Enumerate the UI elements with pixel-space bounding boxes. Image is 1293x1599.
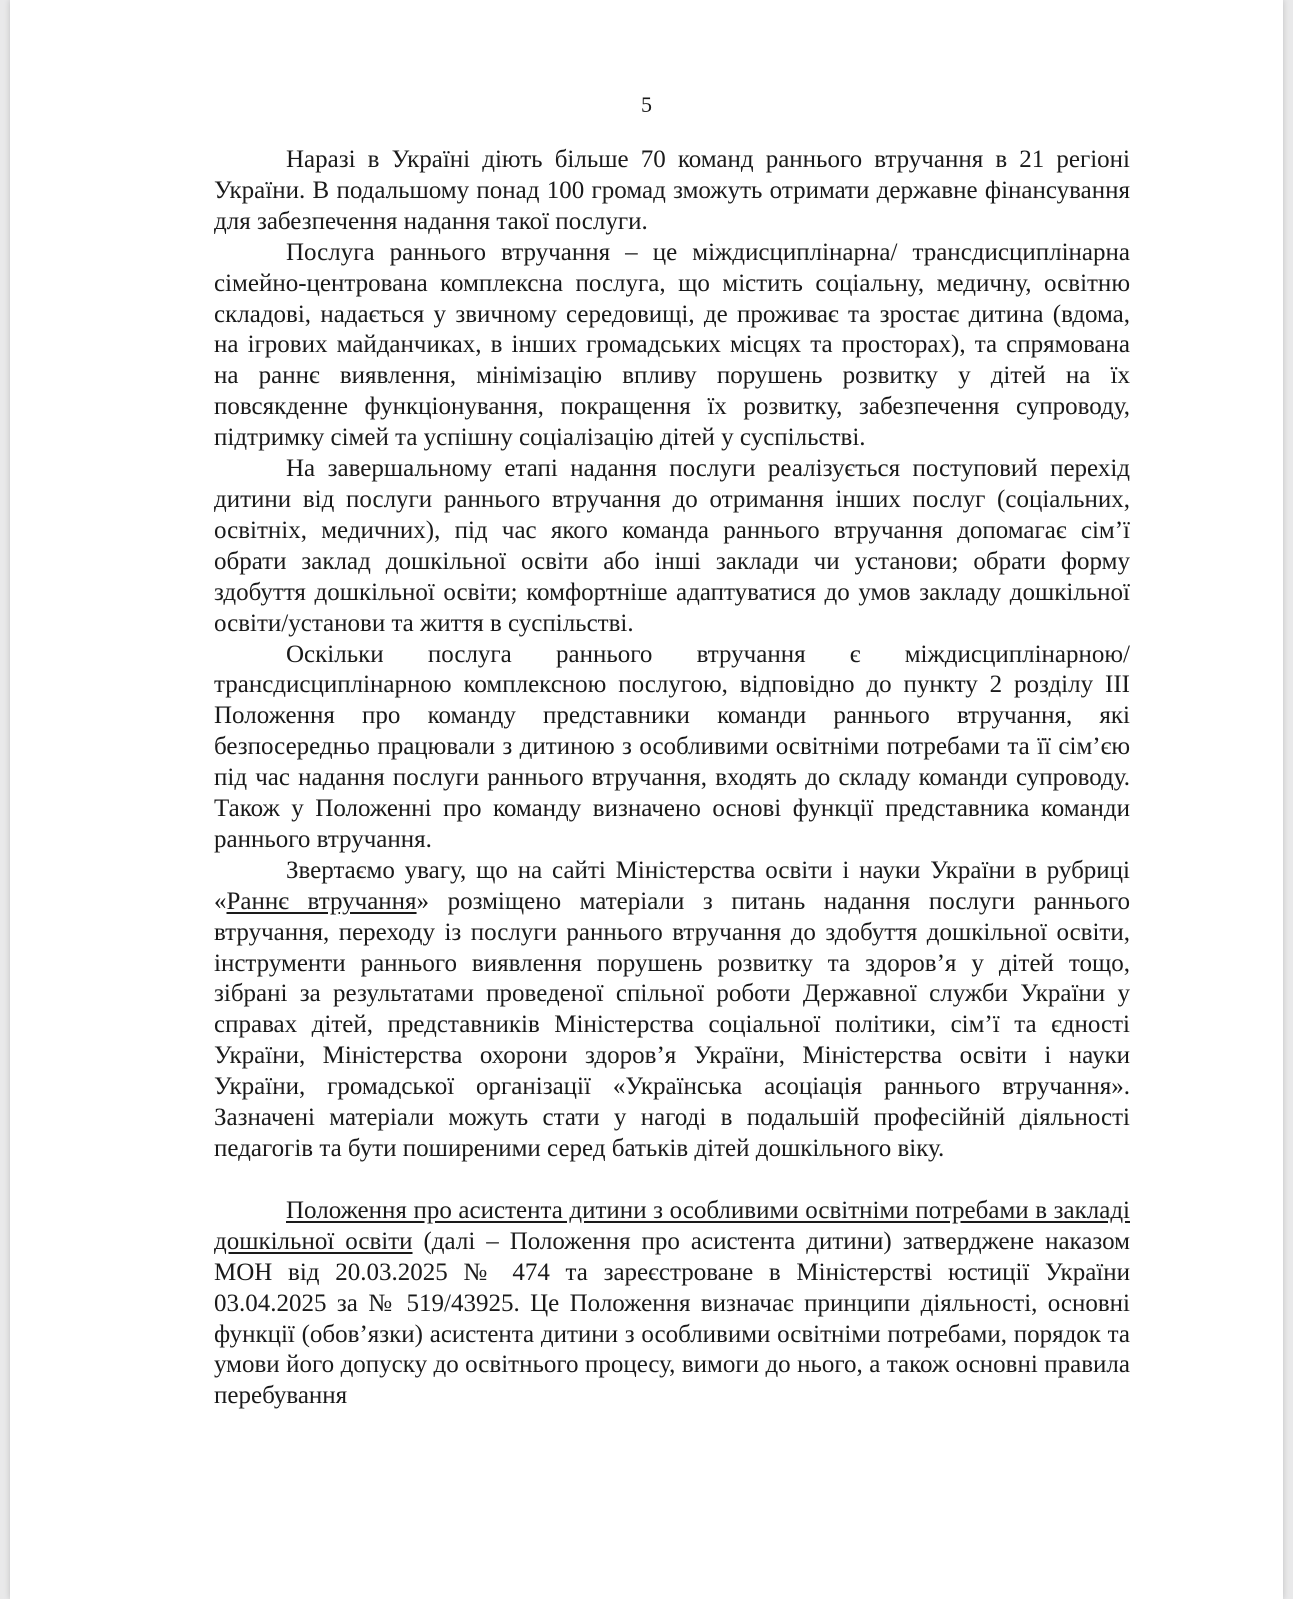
paragraph-service-definition: Послуга раннього втручання – це міждисциплінарна/ трансдисциплінарна сімейно-центрована комплексна послуга, що містить соціальну, медичну, освітню складові, надається у звичному середовищі, де проживає та зростає дитина (вдома, на ігрових майданчиках, в інших громадських місцях та просторах), та спрямована на раннє виявлення, мінімізацію впливу порушень розвитку у дітей на їх повсякденне функціонування, покращення їх розвитку, забезпечення супроводу, підтримку сімей та успішну соціалізацію дітей у суспільстві. — [214, 238, 1130, 452]
paragraph-support-team: Оскільки послуга раннього втручання є міждисциплінарною/ трансдисциплінарною комплексною послугою, відповідно до пункту 2 розділу ІІІ Положення про команду представники команди раннього втручання, які безпосередньо працювали з дитиною з особливими освітніми потребами та її сім’єю під час надання послуги раннього втручання, входять до складу команди супроводу. Також у Положенні про команду визначено основі функції представника команди раннього втручання. — [214, 640, 1130, 853]
early-intervention-link[interactable]: Раннє втручання — [226, 887, 417, 915]
regulation-title: Положення про асистента дитини з особливими освітніми потребами в закладі дошкільної освіти — [214, 1196, 1130, 1255]
paragraph-text: Звертаємо увагу, що на сайті Міністерства освіти і науки України в рубриці « — [214, 856, 1130, 915]
paragraph-ministry-materials — [214, 856, 1130, 1165]
paragraph-assistant-regulation — [214, 1196, 1130, 1412]
paragraph-text: (далі – Положення про асистента дитини) затверджене наказом МОН від 20.03.2025 № 474 та зареєстроване в Міністерстві юстиції України 03.04.2025 за № 519/43925. Це Положення визначає принципи діяльності, основні функції (обов’язки) асистента дитини з особливими освітніми потребами, порядок та умови його допуску до освітнього процесу, вимоги до нього, а також основні правила перебування — [214, 1227, 1130, 1410]
paragraph-intervention-teams: Наразі в Україні діють більше 70 команд раннього втручання в 21 регіоні України. В подальшому понад 100 громад зможуть отримати державне фінансування для забезпечення надання такої послуги. — [214, 146, 1130, 235]
document-body — [214, 145, 1130, 1412]
document-page — [10, 0, 1283, 1599]
page-number: 5 — [641, 92, 652, 117]
paragraph-text: » розміщено матеріали з питань надання послуги раннього втручання, переходу із послуги раннього втручання до здобуття дошкільної освіти, інструменти раннього виявлення порушень розвитку та здоров’я у дітей тощо, зібрані за результатами проведеної спільної роботи Державної служби України у справах дітей, представників Міністерства соціальної політики, сім’ї та єдності України, Міністерства охорони здоров’я України, Міністерства освіти і науки України, громадської організації «Українська асоціація раннього втручання». Зазначені матеріали можуть стати у нагоді в подальшій професійній діяльності педагогів та бути поширеними серед батьків дітей дошкільного віку. — [214, 887, 1130, 1162]
paragraph-final-stage: На завершальному етапі надання послуги реалізується поступовий перехід дитини від послуги раннього втручання до отримання інших послуг (соціальних, освітніх, медичних), під час якого команда раннього втручання допомагає сім’ї обрати заклад дошкільної освіти або інші заклади чи установи; обрати форму здобуття дошкільної освіти; комфортніше адаптуватися до умов закладу дошкільної освіти/установи та життя в суспільстві. — [214, 455, 1130, 637]
